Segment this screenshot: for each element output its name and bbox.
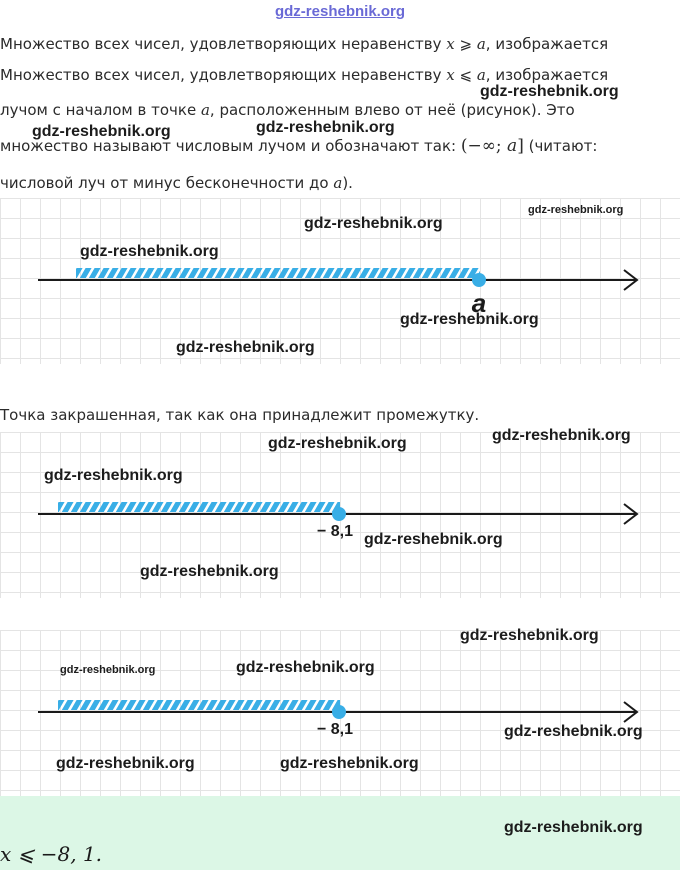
watermark: gdz-reshebnik.org bbox=[480, 83, 619, 100]
point-a bbox=[472, 273, 486, 287]
point-note: Точка закрашенная, так как она принадлежит промежутку. bbox=[0, 406, 480, 424]
watermark: gdz-reshebnik.org bbox=[60, 664, 156, 676]
point-label: − 8,1 bbox=[316, 523, 354, 540]
number-line-svg-2 bbox=[0, 432, 680, 598]
watermark: gdz-reshebnik.org bbox=[400, 311, 539, 328]
text-line-5: числовой луч от минус бесконечности до a). bbox=[0, 174, 353, 192]
point-minus-8-1 bbox=[332, 705, 346, 719]
watermark: gdz-reshebnik.org bbox=[528, 204, 624, 216]
watermark: gdz-reshebnik.org bbox=[80, 243, 219, 260]
watermark: gdz-reshebnik.org bbox=[256, 119, 395, 136]
number-line-figure-2 bbox=[0, 432, 680, 598]
text-line-4: множество называют числовым лучом и обозначают так: (−∞; a] (читают: bbox=[0, 136, 598, 156]
watermark: gdz-reshebnik.org bbox=[140, 563, 279, 580]
answer-expression: x ⩽ −8, 1. bbox=[0, 842, 103, 866]
text-line-3: лучом с началом в точке a, расположенным влево от неё (рисунок). Это bbox=[0, 101, 575, 119]
site-title[interactable]: gdz-reshebnik.org bbox=[274, 3, 405, 20]
ray-hatch bbox=[76, 268, 480, 278]
watermark: gdz-reshebnik.org bbox=[44, 467, 183, 484]
watermark: gdz-reshebnik.org bbox=[56, 755, 195, 772]
ray-hatch bbox=[58, 700, 340, 710]
point-label: a bbox=[471, 288, 487, 318]
ray-hatch bbox=[58, 502, 340, 512]
watermark: gdz-reshebnik.org bbox=[236, 659, 375, 676]
watermark: gdz-reshebnik.org bbox=[460, 627, 599, 644]
watermark: gdz-reshebnik.org bbox=[504, 723, 643, 740]
watermark: gdz-reshebnik.org bbox=[504, 819, 643, 836]
point-label: − 8,1 bbox=[316, 721, 354, 738]
watermark: gdz-reshebnik.org bbox=[176, 339, 315, 356]
watermark: gdz-reshebnik.org bbox=[492, 427, 631, 444]
point-minus-8-1 bbox=[332, 507, 346, 521]
watermark: gdz-reshebnik.org bbox=[364, 531, 503, 548]
text-line-2: Множество всех чисел, удовлетворяющих неравенству x ⩽ a, изображается bbox=[0, 66, 609, 84]
watermark: gdz-reshebnik.org bbox=[268, 435, 407, 452]
watermark: gdz-reshebnik.org bbox=[304, 215, 443, 232]
text-line-1: Множество всех чисел, удовлетворяющих неравенству x ⩾ a, изображается bbox=[0, 35, 609, 53]
watermark: gdz-reshebnik.org bbox=[32, 123, 171, 140]
watermark: gdz-reshebnik.org bbox=[280, 755, 419, 772]
